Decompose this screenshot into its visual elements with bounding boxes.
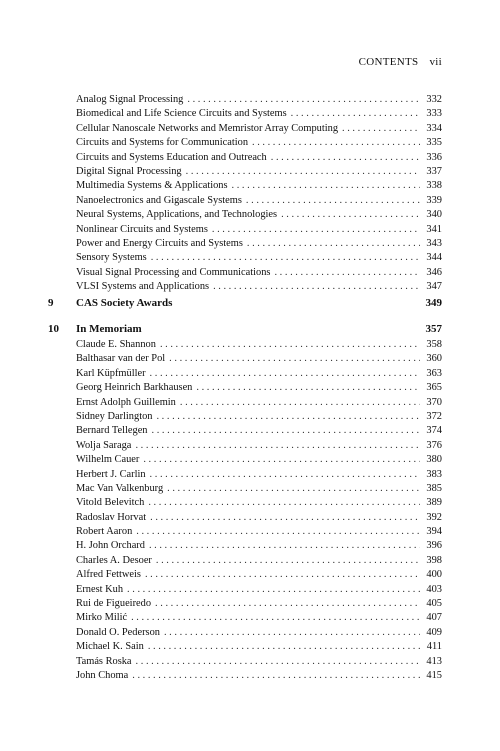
- toc-section-entries: [48, 93, 442, 294]
- toc-entry-page: 372: [426, 410, 442, 422]
- toc-entry-page: 340: [426, 209, 442, 221]
- chapter-title: In Memoriam: [76, 323, 142, 335]
- toc-entry[interactable]: [48, 439, 442, 453]
- toc-entry-label: Sidney Darlington: [76, 410, 153, 422]
- toc-entry-page: 403: [426, 583, 442, 595]
- toc-entry[interactable]: [48, 626, 442, 640]
- toc-entry[interactable]: [48, 179, 442, 193]
- toc-entry-label: H. John Orchard: [76, 540, 145, 552]
- toc-entry-label: VLSI Systems and Applications: [76, 281, 210, 293]
- toc-entry-page: 337: [426, 165, 442, 177]
- dot-leader: [252, 136, 420, 150]
- toc-entry[interactable]: [48, 468, 442, 482]
- toc-entry[interactable]: [48, 396, 442, 410]
- dot-leader: [127, 583, 420, 597]
- toc-entry-label: Multimedia Systems & Applications: [76, 180, 228, 192]
- dot-leader: [212, 223, 420, 237]
- toc-entry-page: 400: [426, 569, 442, 581]
- dot-leader: [281, 208, 420, 222]
- toc-entry-label: Neural Systems, Applications, and Technologies: [76, 209, 278, 221]
- toc-entry[interactable]: [48, 165, 442, 179]
- dot-leader: [164, 626, 420, 640]
- toc-entry[interactable]: [48, 194, 442, 208]
- toc-entry[interactable]: [48, 424, 442, 438]
- toc-entry-label: Nonlinear Circuits and Systems: [76, 223, 208, 235]
- toc-entry-page: 385: [426, 482, 442, 494]
- toc-entry[interactable]: [48, 208, 442, 222]
- toc-entry-page: 380: [426, 454, 442, 466]
- dot-leader: [150, 468, 420, 482]
- toc-memoriam-entries: [48, 338, 442, 683]
- dot-leader: [136, 655, 420, 669]
- toc-entry[interactable]: [48, 525, 442, 539]
- toc-entry-label: Biomedical and Life Science Circuits and Systems: [76, 108, 287, 120]
- toc-entry[interactable]: [48, 453, 442, 467]
- toc-entry-label: Power and Energy Circuits and Systems: [76, 237, 243, 249]
- dot-leader: [132, 669, 420, 683]
- dot-leader: [155, 597, 420, 611]
- toc-entry-label: Mirko Milić: [76, 612, 128, 624]
- toc-entry-page: 341: [426, 223, 442, 235]
- toc-entry-label: Radoslav Horvat: [76, 511, 147, 523]
- toc-entry[interactable]: [48, 122, 442, 136]
- toc-chapter-10: [48, 321, 442, 337]
- dot-leader: [167, 482, 420, 496]
- toc-entry-page: 413: [426, 655, 442, 667]
- toc-entry[interactable]: [48, 568, 442, 582]
- toc-entry-page: 346: [426, 266, 442, 278]
- toc-entry-label: Bernard Tellegen: [76, 425, 148, 437]
- toc-entry-page: 347: [426, 281, 442, 293]
- toc-entry-page: 333: [426, 108, 442, 120]
- toc-entry[interactable]: [48, 266, 442, 280]
- dot-leader: [246, 194, 420, 208]
- toc-entry[interactable]: [48, 655, 442, 669]
- toc-entry[interactable]: [48, 93, 442, 107]
- chapter-page: 349: [425, 297, 442, 309]
- dot-leader: [150, 367, 420, 381]
- dot-leader: [149, 539, 420, 553]
- toc-entry-page: 392: [426, 511, 442, 523]
- dot-leader: [143, 453, 420, 467]
- toc-entry-label: Balthasar van der Pol: [76, 353, 166, 365]
- toc-entry-label: Karl Küpfmüller: [76, 367, 146, 379]
- toc-entry-page: 338: [426, 180, 442, 192]
- toc-entry-page: 339: [426, 194, 442, 206]
- chapter-title: CAS Society Awards: [76, 297, 173, 309]
- dot-leader: [213, 280, 420, 294]
- toc-entry-page: 343: [426, 237, 442, 249]
- toc-entry[interactable]: [48, 482, 442, 496]
- toc-entry-label: Ernest Kuh: [76, 583, 124, 595]
- dot-leader: [232, 179, 420, 193]
- toc-entry-page: 360: [426, 353, 442, 365]
- toc-entry[interactable]: [48, 496, 442, 510]
- toc-entry-page: 411: [426, 641, 442, 653]
- toc-entry[interactable]: [48, 107, 442, 121]
- toc-entry[interactable]: [48, 136, 442, 150]
- toc-entry-label: Vitold Belevitch: [76, 497, 145, 509]
- toc-entry-label: Michael K. Sain: [76, 641, 144, 653]
- toc-entry[interactable]: [48, 597, 442, 611]
- toc-entry-label: Analog Signal Processing: [76, 94, 184, 105]
- toc-entry[interactable]: [48, 223, 442, 237]
- toc-entry-page: 376: [426, 439, 442, 451]
- toc-entry[interactable]: [48, 539, 442, 553]
- running-head-title: CONTENTS: [358, 56, 419, 68]
- dot-leader: [196, 381, 420, 395]
- toc-entry-label: Digital Signal Processing: [76, 165, 182, 177]
- dot-leader: [274, 266, 420, 280]
- toc-entry-label: Sensory Systems: [76, 252, 147, 264]
- dot-leader: [156, 410, 420, 424]
- toc-entry-page: 396: [426, 540, 442, 552]
- dot-leader: [150, 511, 420, 525]
- toc-entry-label: Visual Signal Processing and Communications: [76, 266, 271, 278]
- toc-entry-page: 365: [426, 382, 442, 394]
- toc-entry-label: Nanoelectronics and Gigascale Systems: [76, 194, 242, 206]
- dot-leader: [152, 424, 421, 438]
- toc-entry-page: 394: [426, 526, 442, 538]
- dot-leader: [186, 165, 420, 179]
- toc-entry-label: Donald O. Pederson: [76, 626, 160, 638]
- running-head-page: vii: [429, 56, 442, 68]
- toc-entry-page: 344: [426, 252, 442, 264]
- toc-entry[interactable]: [48, 237, 442, 251]
- dot-leader: [156, 554, 420, 568]
- toc-entry-label: Charles A. Desoer: [76, 554, 152, 566]
- dot-leader: [187, 93, 420, 107]
- toc-entry-page: 358: [426, 339, 442, 350]
- toc-chapter-9: [48, 295, 442, 311]
- dot-leader: [151, 251, 420, 265]
- chapter-number: 9: [48, 297, 54, 309]
- toc-entry-page: 389: [426, 497, 442, 509]
- dot-leader: [247, 237, 420, 251]
- dot-leader: [136, 525, 420, 539]
- toc-entry[interactable]: [48, 583, 442, 597]
- toc-entry-page: 407: [426, 612, 442, 624]
- toc-entry-label: Herbert J. Carlin: [76, 468, 146, 480]
- running-head: [359, 56, 442, 68]
- toc-entry-page: 332: [426, 94, 442, 105]
- toc-entry[interactable]: [48, 367, 442, 381]
- dot-leader: [131, 611, 420, 625]
- toc-entry[interactable]: [48, 280, 442, 294]
- dot-leader: [135, 439, 420, 453]
- toc-entry-label: Robert Aaron: [76, 526, 133, 538]
- toc-entry[interactable]: [48, 611, 442, 625]
- toc-entry[interactable]: [48, 554, 442, 568]
- chapter-page: 357: [425, 323, 442, 335]
- toc-entry-label: Wilhelm Cauer: [76, 454, 140, 466]
- toc-entry-label: Mac Van Valkenburg: [76, 482, 164, 494]
- dot-leader: [160, 338, 420, 352]
- dot-leader: [169, 352, 420, 366]
- dot-leader: [271, 151, 420, 165]
- toc-entry-label: Rui de Figueiredo: [76, 598, 152, 610]
- toc-entry[interactable]: [48, 151, 442, 165]
- toc-entry[interactable]: [48, 640, 442, 654]
- dot-leader: [291, 107, 420, 121]
- toc-entry-label: Tamás Roska: [76, 655, 132, 667]
- dot-leader: [145, 568, 420, 582]
- toc-entry[interactable]: [48, 338, 442, 352]
- toc-entry-label: Circuits and Systems for Communication: [76, 137, 249, 149]
- dot-leader: [342, 122, 420, 136]
- toc-entry[interactable]: [48, 669, 442, 683]
- dot-leader: [148, 496, 420, 510]
- toc-entry[interactable]: [48, 251, 442, 265]
- toc-entry-page: 335: [426, 137, 442, 149]
- toc-entry-page: 405: [426, 598, 442, 610]
- dot-leader: [148, 640, 420, 654]
- chapter-number: 10: [48, 323, 59, 335]
- toc-entry-page: 409: [426, 626, 442, 638]
- toc-entry[interactable]: [48, 352, 442, 366]
- toc-entry[interactable]: [48, 410, 442, 424]
- toc-entry-page: 398: [426, 554, 442, 566]
- toc-entry-label: Claude E. Shannon: [76, 339, 156, 350]
- toc-entry[interactable]: [48, 511, 442, 525]
- toc-entry-label: Alfred Fettweis: [76, 569, 141, 581]
- toc-entry-page: 363: [426, 367, 442, 379]
- toc-entry-label: Wolja Saraga: [76, 439, 132, 451]
- toc-entry[interactable]: [48, 381, 442, 395]
- chapter-heading[interactable]: [48, 321, 442, 337]
- dot-leader: [180, 396, 420, 410]
- toc-entry-label: John Choma: [76, 669, 129, 681]
- toc-entry-label: Cellular Nanoscale Networks and Memristor Array Computing: [76, 122, 339, 134]
- toc-entry-label: Georg Heinrich Barkhausen: [76, 382, 193, 394]
- toc-entry-page: 370: [426, 396, 442, 408]
- toc-entry-page: 374: [426, 425, 442, 437]
- toc-entry-label: Ernst Adolph Guillemin: [76, 396, 176, 408]
- toc-entry-page: 334: [426, 122, 442, 134]
- toc-entry-page: 415: [426, 669, 442, 681]
- toc-entry-label: Circuits and Systems Education and Outreach: [76, 151, 267, 163]
- toc-entry-page: 383: [426, 468, 442, 480]
- chapter-heading[interactable]: [48, 295, 442, 311]
- toc-entry-page: 336: [426, 151, 442, 163]
